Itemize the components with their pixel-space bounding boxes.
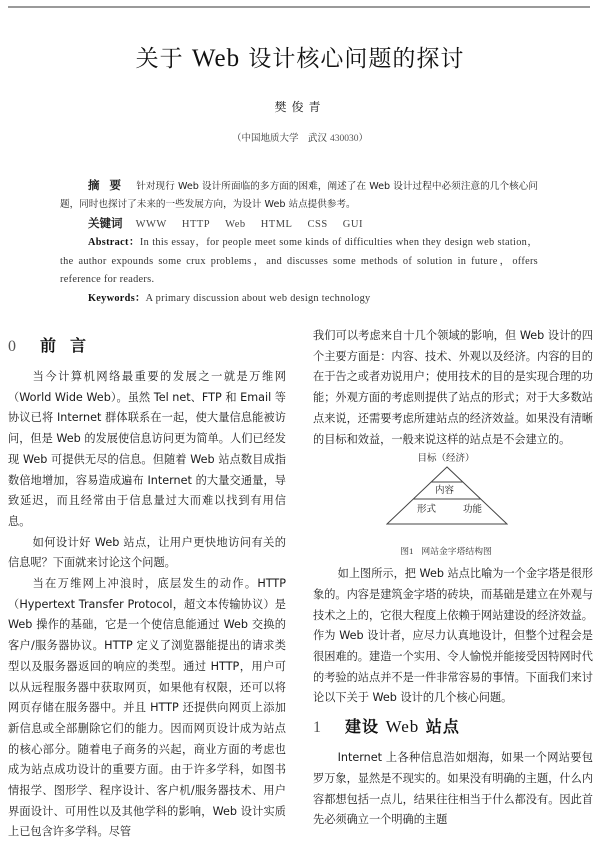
figure-bottom-left-label: 形式 bbox=[417, 504, 437, 516]
keywords-cn bbox=[60, 214, 538, 234]
figure-bottom-right-label: 功能 bbox=[463, 504, 483, 516]
abstract-block bbox=[60, 176, 538, 308]
abstract-label: 摘要 bbox=[88, 178, 132, 192]
paragraph: 当在万维网上冲浪时，底层发生的动作。HTTP（Hypertext Transfer Protocol，超文本传输协议）是 Web 操作的基础，它是一个使信息能通过 Web 交换的客户/服务器协议。HTTP 定义了浏览器能提出的请求类型以及服务器返回的响应的类型。通过 HTTP，用户可以从远程服务器中获取网页，如果他有权限，还可以将网页存储在服务器中。并且 HTTP 还提供向网页上添加新信息或全部删除它们的能力。因而网页设计成为站点的核心部分。随着电子商务的兴起，商业方面的考虑也成为站点成功设计的重要方面。由于许多学科，如图书情报学、图形学、程序设计、客户机/服务器技术、用户界面设计、可用性以及其他学科的影响，Web 设计实质上已包含许多学科。尽管 bbox=[8, 577, 286, 839]
paragraph: 如何设计好 Web 站点，让用户更快地访问有关的信息呢？下面就来讨论这个问题。 bbox=[8, 535, 286, 570]
keyword: WWW bbox=[135, 219, 167, 230]
title-part: Web bbox=[191, 45, 241, 72]
paragraph: 当今计算机网络最重要的发展之一就是万维网（World Wide Web）。虽然 Tel net、FTP 和 Email 等协议已将 Internet 群体联系在一起，使大量信息能被访问，但是 Web 的发展使信息访问更为简单。人们已经发现 Web 可提供无尽的信息。但随着 Web 站点数目成指数倍地增加，容易造成遍布 Internet 的大量交通量，导致延迟，而且经常由于信息量过大而难以找到有用信息。 bbox=[8, 370, 286, 528]
abstract-en bbox=[60, 234, 538, 290]
keywords-en-label: Keywords： bbox=[88, 292, 146, 304]
keyword: GUI bbox=[342, 219, 363, 230]
author-name: 樊俊青 bbox=[274, 100, 326, 114]
keyword: HTML bbox=[260, 219, 293, 230]
top-rule bbox=[8, 6, 590, 8]
postcode: 430030 bbox=[330, 134, 359, 144]
figure-caption-text: 网站金字塔结构图 bbox=[421, 547, 492, 558]
affiliation bbox=[0, 130, 600, 144]
paragraph: Internet 上各种信息浩如烟海，如果一个网站要包罗万象，显然是不现实的。如果没有明确的主题，什么内容都想包括一点儿，结果往往相当于什么都没有。因此首先必须确立一个明确的主题 bbox=[313, 751, 593, 827]
keywords-en bbox=[60, 290, 538, 309]
pyramid-figure bbox=[313, 452, 593, 562]
section-heading-1 bbox=[313, 715, 593, 740]
figure-number: 图1 bbox=[400, 546, 414, 557]
affiliation-close: ） bbox=[358, 133, 369, 144]
figure-caption bbox=[313, 541, 579, 563]
paragraph: 如上图所示，把 Web 站点比喻为一个金字塔是很形象的。内容是建筑金字塔的砖块，而基础是建立在外观与技术之上的，它很大程度上依赖于网站建设的经济效益。作为 Web 设计者，应尽力认真地设计，但整个过程会是很困难的。建造一个实用、令人愉悦并能接受因特网时代的考验的站点并不是一件非常容易的事情。下面我们来讨论以下关于 Web 设计的几个核心问题。 bbox=[313, 567, 593, 705]
section-number: 0 bbox=[8, 338, 16, 355]
section-title bbox=[345, 717, 460, 736]
title-part: 设计核心问题的探讨 bbox=[240, 46, 465, 72]
keyword: HTTP bbox=[181, 219, 211, 230]
abstract-text: 针对现行 Web 设计所面临的多方面的困难，阐述了在 Web 设计过程中必须注意的几个核心问题，同时也探讨了未来的一些发展方向，为设计 Web 站点提供参考。 bbox=[60, 181, 539, 210]
section-title-part: Web bbox=[385, 717, 420, 737]
right-column bbox=[313, 326, 593, 831]
section-heading-0 bbox=[8, 334, 286, 359]
keywords-en-text: A primary discussion about web design technology bbox=[145, 292, 371, 304]
abstract-cn bbox=[60, 176, 538, 214]
paragraph: 我们可以考虑来自十几个领域的影响，但 Web 设计的四个主要方面是：内容、技术、外观以及经济。内容的目的在于告之或者劝说用户；使用技术的目的是实现合理的功能；外观方面的考虑则提供了站点的形式；对于大多数站点来说，还需要考虑所建站点的经济效益。如果没有清晰的目标和效益，一般来说这样的站点是不会建立的。 bbox=[313, 329, 593, 446]
abstract-en-label: Abstract： bbox=[88, 237, 140, 248]
figure-top-label: 目标（经济） bbox=[417, 453, 475, 465]
page-title bbox=[0, 40, 600, 73]
section-title-part: 站点 bbox=[419, 717, 460, 737]
keyword: Web bbox=[225, 219, 246, 230]
keyword: CSS bbox=[307, 219, 328, 230]
abstract-en-text: In this essay，for people meet some kinds of difficulties when they design web station，the author expounds some crux problems，and discusses some methods of solution in future，offers reference for readers. bbox=[60, 237, 538, 285]
left-column bbox=[8, 334, 286, 843]
title-part: 关于 bbox=[135, 46, 192, 72]
keywords-label: 关键词 bbox=[88, 216, 123, 230]
section-title: 前言 bbox=[40, 336, 101, 355]
section-title-part: 建设 bbox=[345, 717, 386, 737]
figure-middle-label: 内容 bbox=[435, 485, 455, 497]
section-number: 1 bbox=[313, 719, 321, 737]
affiliation-text: （中国地质大学 武汉 bbox=[231, 133, 330, 144]
